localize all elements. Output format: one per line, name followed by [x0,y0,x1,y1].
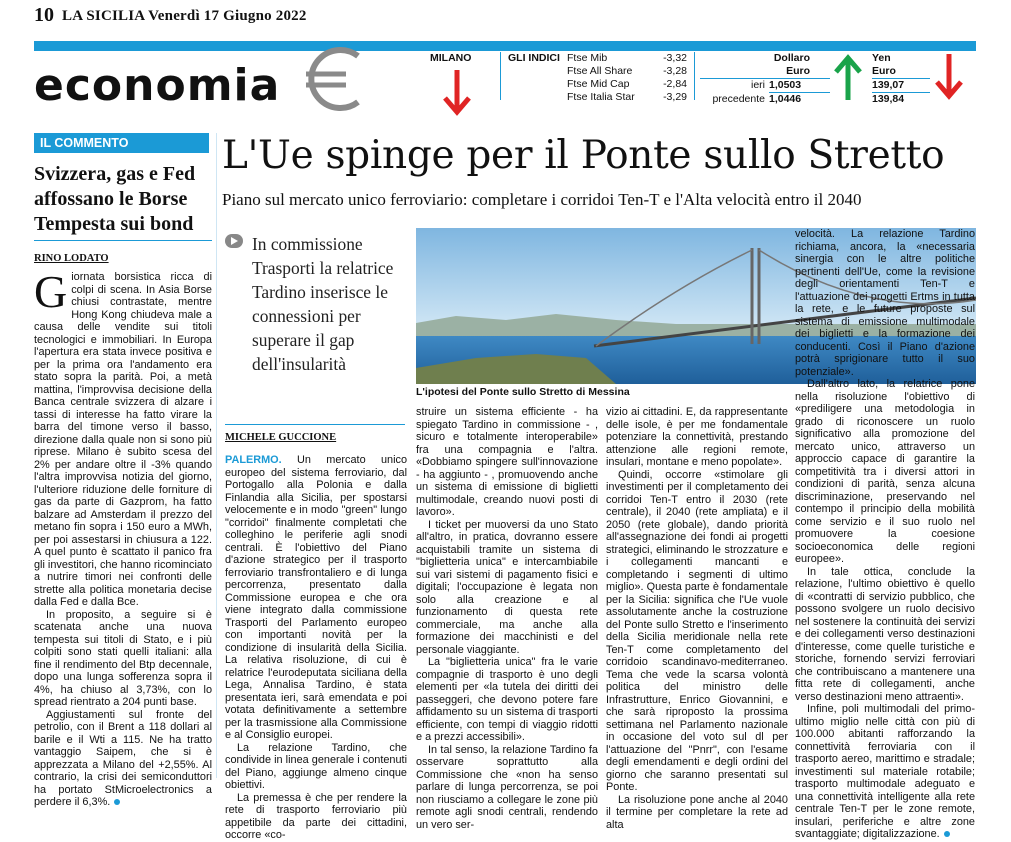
indices-list [567,52,687,104]
paragraph: In tale ottica, conclude la relazione, l'ultimo obiettivo è quello di «contratti di servizio pubblico, che possono svolgere un ruolo decisivo nel sostenere la continuità dei servizi e dei collegamenti verso destinazioni d'interesse, come quelle turistiche e storiche, fornendo servizi ferroviari che contribuiscano a mantenere una fitta rete di collegamenti, anche verso destinazioni meno attraenti». [795,565,975,703]
fx-dollar: Dollaro Euro ieri 1,0503 precedente 1,0446 [700,52,830,106]
dollar-up-arrow-icon [831,52,865,102]
market-divider [694,52,695,100]
paragraph: La "biglietteria unica" fra le varie compagnie di trasporto è uno degli elementi per «la tutela dei diritti dei passeggeri, che devono potere fare affidamento su un sistema di trasporti efficiente, con tempi di viaggio ridotti e a prezzi accessibili». [416,656,598,743]
rule [225,424,405,425]
commento-body [34,266,212,809]
article-summary: In commissione Trasporti la relatrice Tardino inserisce le connessioni per superare il gap dell'insularità [252,234,394,374]
yen-down-arrow-icon [932,52,966,102]
paragraph: Infine, poli multimodali del primo-ultimo miglio nelle città con più di 100.000 abitanti rafforzando la connettività ferroviaria con il trasporto aereo, marittimo e stradale; investimenti sul materiale rotabile; trasporto multimodale adeguato e una connettività intelligente alla rete centrale Ten-T per le zone remote, insulari, periferiche e altre zone svantaggiate; digitalizzazione. [795,703,975,840]
article-col-4 [795,228,975,841]
article-headline: L'Ue spinge per il Ponte sullo Stretto [222,133,945,178]
section-title: economia [34,60,281,111]
fx-yen: Yen Euro 139,07 139,84 [872,52,930,106]
indices-label: GLI INDICI [508,52,560,64]
dateline: PALERMO. [225,454,282,466]
article-subtitle: Piano sul mercato unico ferroviario: completare i corridoi Ten-T e l'Alta velocità entro il 2040 [222,190,862,209]
column-divider [216,133,217,778]
end-mark [944,831,950,837]
euro-icon [300,44,370,114]
paragraph: La risoluzione pone anche al 2040 il termine per completare la rete ad alta [606,793,788,831]
index-row: Ftse Mid Cap -2,84 [567,78,687,90]
paragraph: In tal senso, la relazione Tardino fa osservare soprattutto alla Commissione che «non ha senso parlare di lunga percorrenza, se poi non riusciamo a collegare le zone più remote agli snodi centrali, rendendo un vero ser- [416,743,598,831]
photo-caption: L'ipotesi del Ponte sullo Stretto di Messina [416,386,630,398]
paragraph: Giornata borsistica ricca di colpi di scena. In Asia Borse chiusi contrastate, mentre Hong Kong chiudeva male a causa delle vendite sui titoli tecnologici e immobiliari. In Europa l'apertura era stata invece positiva e per la prima ora l'andamento era stato sopra la parità. Poi, a metà mattina, l'improvvisa decisione della Banca centrale svizzera di alzare i tassi di interesse ha fatto virare la barra del timone verso il basso, direzione dalla quale non si sono più riprese. Milano è subito scesa del 2% per andare oltre il -3% quando l'altra improvvisa notizia del giorno, l'ulteriore riduzione delle forniture di gas da parte di Gazprom, ha fatto balzare ad Amsterdam il prezzo del metano fin sopra i 150 euro a MWh, per poi assestarsi in chiusura a 122. A quel punto è scattato il panico fra gli investitori, che hanno ricominciato a nutrire timori nei confronti delle strette alla politica monetaria decise dalla Fed e dalla Bce. [34,266,212,608]
paragraph: velocità. La relazione Tardino richiama, ancora, la «necessaria sinergia con le altre politiche pertinenti dell'Ue, come la revisione degli orientamenti Ten-T e l'attuazione dei progetti Ertms in tutta la rete, e le future proposte sul sistema di emissione multimodale dei biglietti e la formazione dei conducenti. Così il Piano d'azione potrà sprigionare tutto il suo potenziale». [795,228,975,378]
paragraph: vizio ai cittadini. E, da rappresentante delle isole, è per me fondamentale potenziare la connettività, prestando attenzione alle regioni remote, insulari, montane e meno popolate». [606,406,788,468]
index-row: Ftse All Share -3,28 [567,65,687,77]
paragraph: Dall'altro lato, la relatrice pone nella risoluzione l'obiettivo di «prediligere una metodologia in grado di riconoscere un ruolo significativo alla promozione del mercato unico, attraverso un approccio capace di garantire la competitività tra i diversi attori in condizioni di parità, senza alcuna discriminazione, preservando nel contempo il principio della mobilità come servizio e il suo ruolo nel promuovere la coesione socioeconomica delle regioni europee». [795,378,975,565]
arrow-bullet-icon [225,234,243,248]
commento-tag: IL COMMENTO [34,133,209,153]
section-bar [34,41,976,51]
milano-down-arrow-icon [440,68,474,118]
paragraph: Quindi, occorre «stimolare gli investimenti per il completamento dei corridoi Ten-T entro il 2030 (rete centrale), il 2040 (rete ampliata) e il 2050 (rete globale), dando priorità all'assegnazione dei fondi ai progetti strategici, eliminando le strozzature e i collegamenti mancanti e completando i segmenti di ultimo miglio». Questa parte è fondamentale per la Sicilia: significa che l'Ue vuole assolutamente anche la costruzione del Ponte sullo Stretto e l'inserimento della Sicilia meridionale nella rete Ten-T come completamento del corridoio scandinavo-mediterraneo. Tema che vede la scarsa volontà politica del ministro delle Infrastrutture, Enrico Giovannini, e che sarà riproposto la prossima settimana nel Parlamento nazionale in occasione del voto sul dl per l'attuazione del "Pnrr", con l'esame degli emendamenti e degli ordini del giorno che saranno presentati sul Ponte. [606,468,788,793]
milano-label: MILANO [430,52,472,64]
dropcap: G [34,266,68,317]
paragraph: I ticket per muoversi da uno Stato all'altro, in pratica, dovranno essere acquistabili tramite un sistema di "biglietteria unica" e intercambiabile sui vari sistemi di pagamento fisici e digitali; l'occupazione è legata non solo alla creazione e al funzionamento di questa rete commerciale, ma anche alla formazione dei macchinisti e del personale viaggiante. [416,518,598,656]
end-mark [114,799,120,805]
index-row: Ftse Mib -3,32 [567,52,687,64]
commento-title: Svizzera, gas e Fed affossano le Borse Tempesta sui bond [34,163,196,235]
article-col-1 [225,454,407,842]
paragraph: Aggiustamenti sul fronte del petrolio, con il Brent a 118 dollari al barile e il Wti a 115. Ne ha tratto vantaggio Saipem, che si è apprezzata a Milano del +2,55%. Al contrario, la crisi dei semiconduttori ha portato StMicroelectronics a perdere il 6,3%. [34,708,212,808]
page-number: 10 [34,4,54,26]
commento-author: RINO LODATO [34,253,109,264]
index-row: Ftse Italia Star -3,29 [567,91,687,103]
article-col-2 [416,406,598,831]
market-divider [500,52,501,100]
article-col-3 [606,406,788,831]
paragraph: In proposito, a seguire si è scatenata anche una nuova tempesta sui titoli di Stato, e i più colpiti sono stati quelli italiani: alla fine il rendimento del Btp decennale, dopo una lunga sofferenza sopra il 4%, ha chiuso al 3,73%, con lo spread rientrato a 204 punti base. [34,608,212,708]
paragraph: La relazione Tardino, che condivide in linea generale i contenuti del Piano, aggiunge almeno cinque obiettivi. [225,741,407,791]
paragraph: PALERMO. Un mercato unico europeo del sistema ferroviario, dal Portogallo alla Polonia e dalla Finlandia alla Sicilia, per spostarsi velocemente e in modo "green" lungo "corridoi" finalmente completati che colleghino le periferie agli snodi centrali. È l'obiettivo del Piano d'azione strategico per il trasporto ferroviario transfrontaliero e di lunga percorrenza, presentato dalla Commissione europea e che ora viene integrato dalla commissione Trasporti del Parlamento europeo con importanti novità per la condizione di insularità della Sicilia. La relativa risoluzione, di cui è relatrice l'eurodeputata siciliana della Lega, Annalisa Tardino, è stata presentata ieri, sarà emendata e poi votata definitivamente a settembre per la trasmissione alla Commissione e al Consiglio europei. [225,454,407,741]
article-author: MICHELE GUCCIONE [225,432,337,443]
paragraph: struire un sistema efficiente - ha spiegato Tardino in commissione - , sicuro e totalmente interoperabile» fra una compagnia e l'altra. «Dobbiamo spingere sull'innovazione - ha aggiunto - , promuovendo anche un sistema di emissione di biglietti multimodale, creando nuovi posti di lavoro». [416,406,598,518]
rule [34,240,212,241]
paragraph: La premessa è che per rendere la rete di trasporto ferroviario più appetibile da parte dei cittadini, occorre «co- [225,791,407,841]
masthead: LA SICILIA Venerdì 17 Giugno 2022 [62,8,307,24]
